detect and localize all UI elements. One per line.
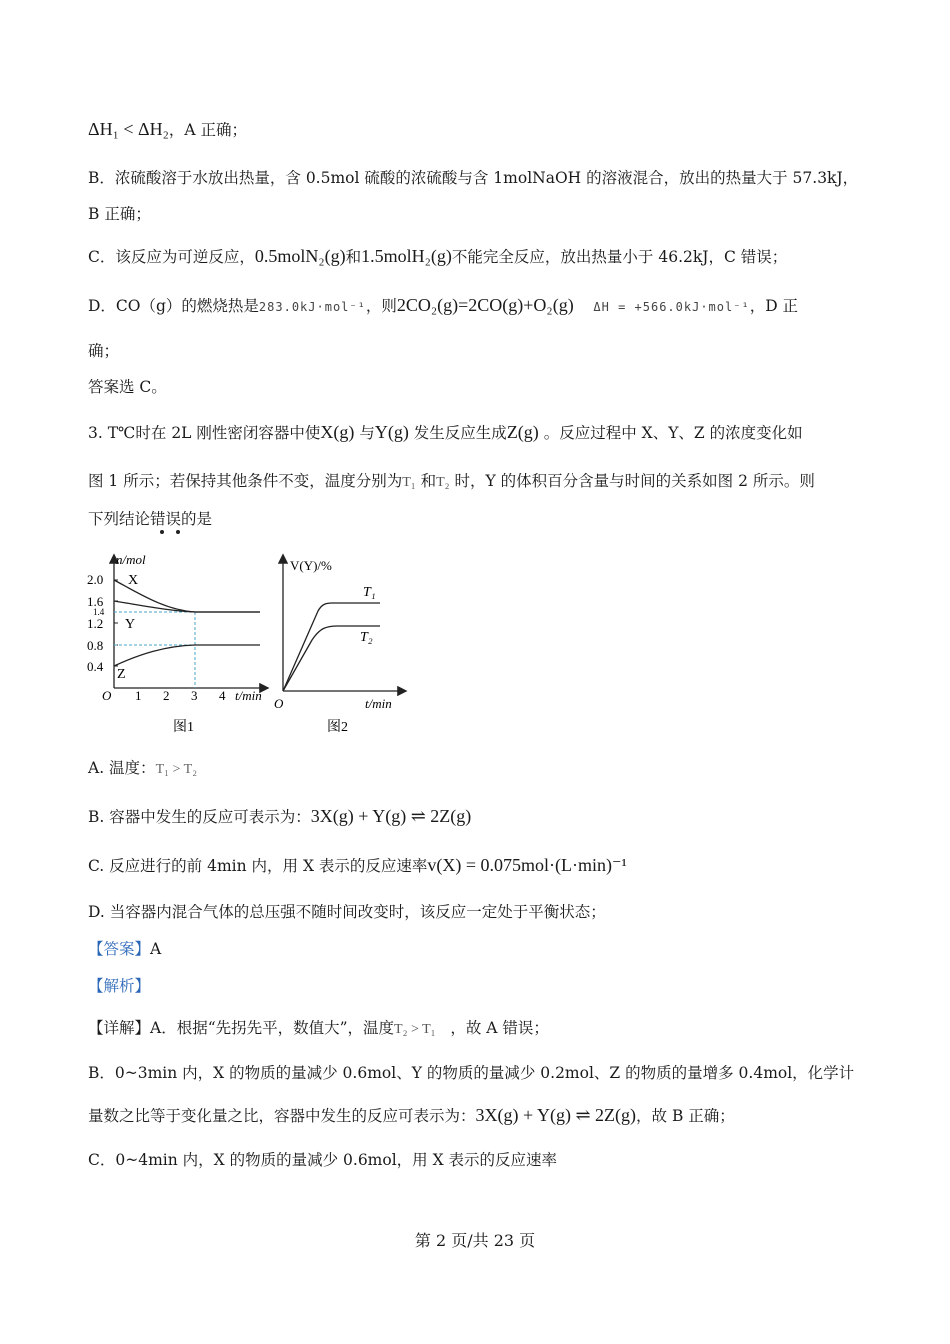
fig2-origin: O <box>274 696 284 711</box>
math-combustion-heat: 283.0kJ·mol⁻¹ <box>258 300 366 314</box>
q3-a: 3. T℃时在 2L 刚性密闭容器中使 <box>88 424 321 442</box>
fig1-ytick-1.4: 1.4 <box>93 607 105 617</box>
math-reaction: 3X(g) + Y(g) ⇌ 2Z(g) <box>310 806 472 826</box>
answer-value: A <box>150 940 162 958</box>
line-5 <box>88 294 798 318</box>
delta-h-inequality: ΔH₁ < ΔH₂ <box>88 119 169 139</box>
fig1-ytick-1.6: 1.6 <box>87 594 104 609</box>
fig1-xtick-3: 3 <box>191 688 198 703</box>
option-a <box>88 757 197 781</box>
detail-line-b1: B．0~3min 内，X 的物质的量减少 0.6mol、Y 的物质的量减少 0.2mol、Z 的物质的量增多 0.4mol，化学计 <box>88 1064 855 1082</box>
q3-c: 发生反应生成 <box>413 424 507 442</box>
option-b-text: B. 容器中发生的反应可表示为： <box>88 808 311 826</box>
line-4-c: 不能完全反应，放出热量小于 46.2kJ，C 错误； <box>451 248 788 266</box>
fig1-label-x: X <box>128 573 139 588</box>
line-5-c: ，D 正 <box>749 297 799 315</box>
fig1-xtick-2: 2 <box>163 688 170 703</box>
detail-a: 【详解】A．根据“先拐先平，数值大”，温度 <box>88 1019 395 1037</box>
fig2-ylabel: V(Y)/% <box>290 558 332 573</box>
option-a-text: A. 温度： <box>88 759 156 777</box>
fig1-label-y: Y <box>125 617 136 632</box>
line-7: 答案选 C。 <box>88 378 167 396</box>
option-c <box>88 854 627 877</box>
math-yg: Y(g) <box>374 422 409 442</box>
math-delta-h-566: ΔH = +566.0kJ·mol⁻¹ <box>593 300 750 314</box>
emphasized-wrong: 错误 <box>150 510 182 528</box>
fig2-label-t1: T₁ <box>363 585 376 600</box>
line-6: 确； <box>88 342 120 360</box>
detail-line-1 <box>88 1017 549 1041</box>
question-3-line-2 <box>88 470 815 494</box>
math-n2: 0.5molN₂(g) <box>254 246 346 266</box>
math-t1-gt-t2: T₁ > T₂ <box>155 762 198 777</box>
fig2-xlabel: t/min <box>365 696 392 711</box>
detail-line-c1: C．0~4min 内，X 的物质的量减少 0.6mol，用 X 表示的反应速率 <box>88 1151 558 1169</box>
line-5-a: D．CO（g）的燃烧热是 <box>88 297 259 315</box>
detail-line-b2 <box>88 1104 735 1127</box>
fig1-series-z <box>114 645 260 666</box>
math-t2: T₂ <box>436 475 450 490</box>
q3-e: 图 1 所示；若保持其他条件不变，温度分别为 <box>88 472 403 490</box>
math-t1: T₁ <box>402 475 416 490</box>
fig2-caption: 图2 <box>327 720 348 735</box>
fig1-caption: 图1 <box>173 720 194 735</box>
detail-b2-b: ，故 B 正确； <box>636 1107 735 1125</box>
line-2: B．浓硫酸溶于水放出热量，含 0.5mol 硫酸的浓硫酸与含 1molNaOH 的溶液混合，放出的热量大于 57.3kJ， <box>88 169 859 187</box>
fig1-series-y <box>114 601 260 612</box>
option-c-text: C. 反应进行的前 4min 内，用 X 表示的反应速率 <box>88 857 428 875</box>
fig2-label-t2: T₂ <box>360 630 373 645</box>
detail-b2-a: 量数之比等于变化量之比，容器中发生的反应可表示为： <box>88 1107 476 1125</box>
q3-h3: 的是 <box>181 510 213 528</box>
fig1-xlabel: t/min <box>235 688 262 703</box>
line-3: B 正确； <box>88 205 151 223</box>
line-4 <box>88 245 787 268</box>
math-t2-gt-t1: T₂ > T₁ <box>394 1022 436 1037</box>
analysis-label: 【解析】 <box>88 977 151 995</box>
fig1-ytick-0.8: 0.8 <box>87 638 104 653</box>
q3-b: 与 <box>359 424 375 442</box>
fig1-ylabel: n/mol <box>116 552 146 567</box>
figure-2-chart <box>270 548 410 738</box>
page-footer: 第 2 页/共 23 页 <box>414 1231 536 1250</box>
math-reaction-2: 3X(g) + Y(g) ⇌ 2Z(g) <box>475 1105 637 1125</box>
q3-f: 和 <box>420 472 437 490</box>
answer-line <box>88 938 161 960</box>
math-xg: X(g) <box>320 422 355 442</box>
detail-b: ，故 A 错误； <box>450 1019 549 1037</box>
option-b <box>88 805 471 828</box>
math-co2-decomp: 2CO₂(g)=2CO(g)+O₂(g) <box>396 295 574 315</box>
q3-g: 时，Y 的体积百分含量与时间的关系如图 2 所示。则 <box>454 472 815 490</box>
line-1-text: ，A 正确； <box>168 121 247 139</box>
line-1 <box>88 118 247 141</box>
emphasis-dots <box>160 530 200 536</box>
q3-h1: 下列结论 <box>88 510 151 528</box>
fig1-xtick-1: 1 <box>135 688 142 703</box>
math-rate: v(X) = 0.075mol·(L·min)⁻¹ <box>427 855 627 875</box>
line-4-a: C．该反应为可逆反应， <box>88 248 255 266</box>
math-zg: Z(g) <box>506 422 539 442</box>
fig2-curve-t1 <box>283 603 380 691</box>
question-3-line-3 <box>88 508 212 530</box>
q3-d: 。反应过程中 X、Y、Z 的浓度变化如 <box>543 424 803 442</box>
fig1-ytick-2.0: 2.0 <box>87 572 104 587</box>
fig1-label-z: Z <box>117 667 126 682</box>
option-d: D. 当容器内混合气体的总压强不随时间改变时，该反应一定处于平衡状态； <box>88 903 606 921</box>
math-h2: 1.5molH₂(g) <box>361 246 452 266</box>
line-4-b: 和 <box>345 248 362 266</box>
fig1-ytick-1.2: 1.2 <box>87 616 104 631</box>
fig1-xtick-4: 4 <box>219 688 226 703</box>
line-5-b: ，则 <box>365 297 397 315</box>
answer-label: 【答案】 <box>88 940 151 958</box>
question-3-line-1 <box>88 421 803 444</box>
fig1-ytick-0.4: 0.4 <box>87 659 104 674</box>
figure-1-chart <box>85 548 275 738</box>
fig1-origin: O <box>102 688 112 703</box>
